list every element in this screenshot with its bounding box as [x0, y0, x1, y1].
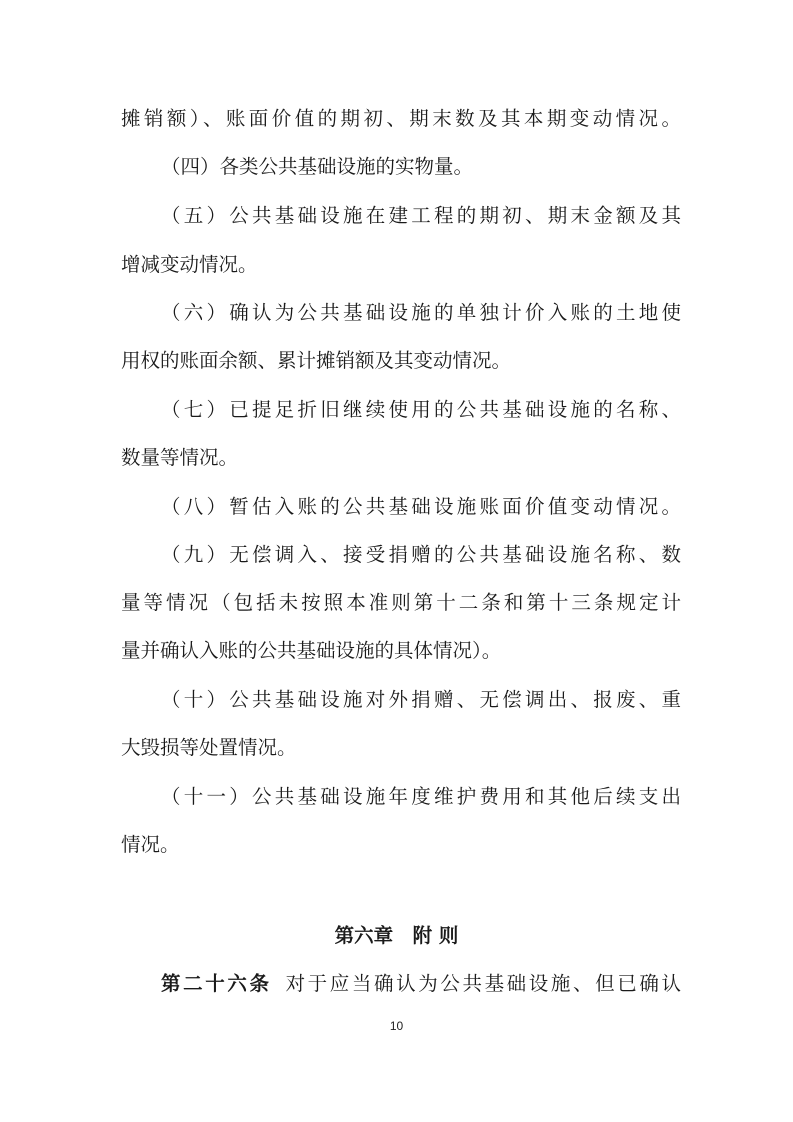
text-line-continuation: 摊销额）、账面价值的期初、期末数及其本期变动情况。 [121, 107, 681, 130]
list-item-9-continuation-2: 量并确认入账的公共基础设施的具体情况）。 [121, 639, 502, 662]
list-item-6: （六）确认为公共基础设施的单独计价入账的土地使 [161, 301, 681, 324]
list-item-5-continuation: 增减变动情况。 [121, 253, 258, 276]
page-number: 10 [389, 1019, 404, 1033]
list-item-11: （十一）公共基础设施年度维护费用和其他后续支出 [161, 785, 681, 808]
list-item-9: （九）无偿调入、接受捐赠的公共基础设施名称、数 [161, 543, 681, 566]
list-item-6-continuation: 用权的账面余额、累计摊销额及其变动情况。 [121, 349, 512, 372]
list-item-9-continuation-1: 量等情况（包括未按照本准则第十二条和第十三条规定计 [121, 591, 681, 614]
list-item-5: （五）公共基础设施在建工程的期初、期末金额及其 [161, 204, 681, 227]
list-item-7-continuation: 数量等情况。 [121, 446, 239, 469]
list-item-7: （七）已提足折旧继续使用的公共基础设施的名称、 [161, 398, 681, 421]
list-item-8: （八）暂估入账的公共基础设施账面价值变动情况。 [161, 495, 681, 518]
article-label: 第二十六条 [161, 972, 272, 995]
list-item-4: （四）各类公共基础设施的实物量。 [161, 155, 474, 178]
article-text: 对于应当确认为公共基础设施、但已确认 [285, 972, 681, 995]
list-item-10: （十）公共基础设施对外捐赠、无偿调出、报废、重 [161, 688, 681, 711]
list-item-10-continuation: 大毁损等处置情况。 [121, 736, 297, 759]
chapter-heading: 第六章 附 则 [334, 924, 459, 947]
list-item-11-continuation: 情况。 [121, 833, 180, 856]
article-26 [161, 970, 681, 998]
